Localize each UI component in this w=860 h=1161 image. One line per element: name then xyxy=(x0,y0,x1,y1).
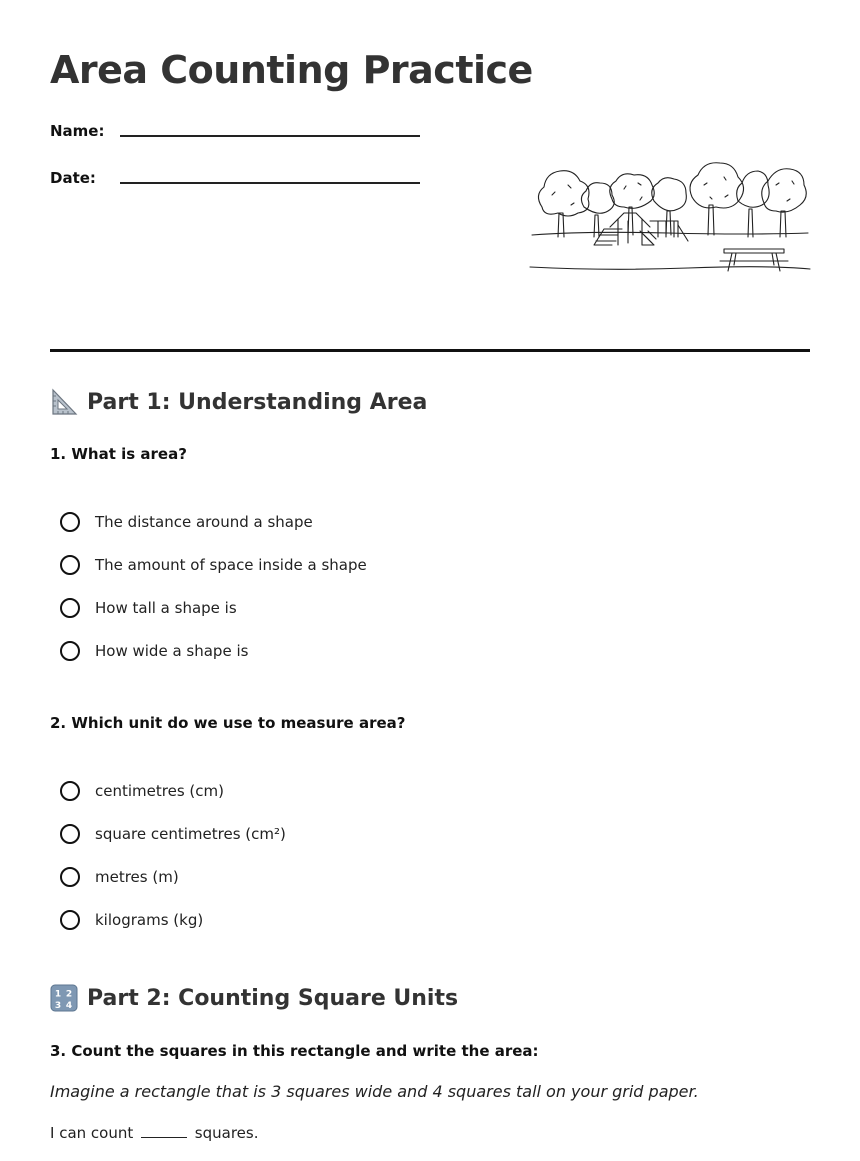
tree-icon xyxy=(610,174,655,235)
name-line[interactable] xyxy=(120,135,420,137)
park-scene-illustration xyxy=(528,155,812,277)
option-label: square centimetres (cm²) xyxy=(95,825,286,843)
tree-icon xyxy=(762,169,807,237)
emoji-digit: 1 xyxy=(54,989,62,1000)
radio-circle-icon[interactable] xyxy=(60,781,80,801)
emoji-digit: 2 xyxy=(65,989,73,1000)
triangle-ruler-emoji xyxy=(50,388,78,416)
question-3-hint: Imagine a rectangle that is 3 squares wide and 4 squares tall on your grid paper. xyxy=(50,1082,699,1101)
tree-icon xyxy=(652,178,687,235)
option-label: kilograms (kg) xyxy=(95,911,204,929)
q1-option-1[interactable] xyxy=(60,510,313,534)
q1-option-3[interactable] xyxy=(60,596,237,620)
q2-option-4[interactable] xyxy=(60,908,203,932)
picnic-table-icon xyxy=(720,249,788,271)
date-line[interactable] xyxy=(120,182,420,184)
section-divider xyxy=(50,349,810,352)
tree-icon xyxy=(538,171,589,237)
date-label: Date: xyxy=(50,169,96,187)
part2-title: Part 2: Counting Square Units xyxy=(87,985,459,1011)
emoji-digit: 4 xyxy=(65,1001,73,1011)
answer-line xyxy=(50,1124,258,1142)
part2-heading xyxy=(50,984,458,1012)
q2-option-1[interactable] xyxy=(60,779,224,803)
input-numbers-emoji xyxy=(50,984,78,1012)
radio-circle-icon[interactable] xyxy=(60,910,80,930)
radio-circle-icon[interactable] xyxy=(60,555,80,575)
option-label: metres (m) xyxy=(95,868,179,886)
q2-option-2[interactable] xyxy=(60,822,286,846)
question-2: 2. Which unit do we use to measure area? xyxy=(50,714,406,732)
q1-option-2[interactable] xyxy=(60,553,367,577)
option-label: centimetres (cm) xyxy=(95,782,224,800)
radio-circle-icon[interactable] xyxy=(60,867,80,887)
option-label: How wide a shape is xyxy=(95,642,249,660)
date-field xyxy=(50,169,96,187)
name-field xyxy=(50,122,104,140)
playground-icon xyxy=(594,213,688,245)
radio-circle-icon[interactable] xyxy=(60,824,80,844)
answer-blank[interactable] xyxy=(141,1137,187,1138)
option-label: The distance around a shape xyxy=(95,513,313,531)
radio-circle-icon[interactable] xyxy=(60,598,80,618)
name-label: Name: xyxy=(50,122,105,140)
radio-circle-icon[interactable] xyxy=(60,512,80,532)
option-label: How tall a shape is xyxy=(95,599,237,617)
answer-suffix: squares. xyxy=(194,1124,259,1142)
answer-prefix: I can count xyxy=(50,1124,134,1142)
emoji-digit: 3 xyxy=(54,1001,62,1011)
page-title: Area Counting Practice xyxy=(50,48,533,92)
question-1: 1. What is area? xyxy=(50,445,187,463)
tree-icon xyxy=(690,163,744,235)
q1-option-4[interactable] xyxy=(60,639,248,663)
radio-circle-icon[interactable] xyxy=(60,641,80,661)
part1-title: Part 1: Understanding Area xyxy=(87,389,428,415)
part1-heading xyxy=(50,388,427,416)
question-3: 3. Count the squares in this rectangle and write the area: xyxy=(50,1042,539,1060)
option-label: The amount of space inside a shape xyxy=(95,556,367,574)
q2-option-3[interactable] xyxy=(60,865,179,889)
